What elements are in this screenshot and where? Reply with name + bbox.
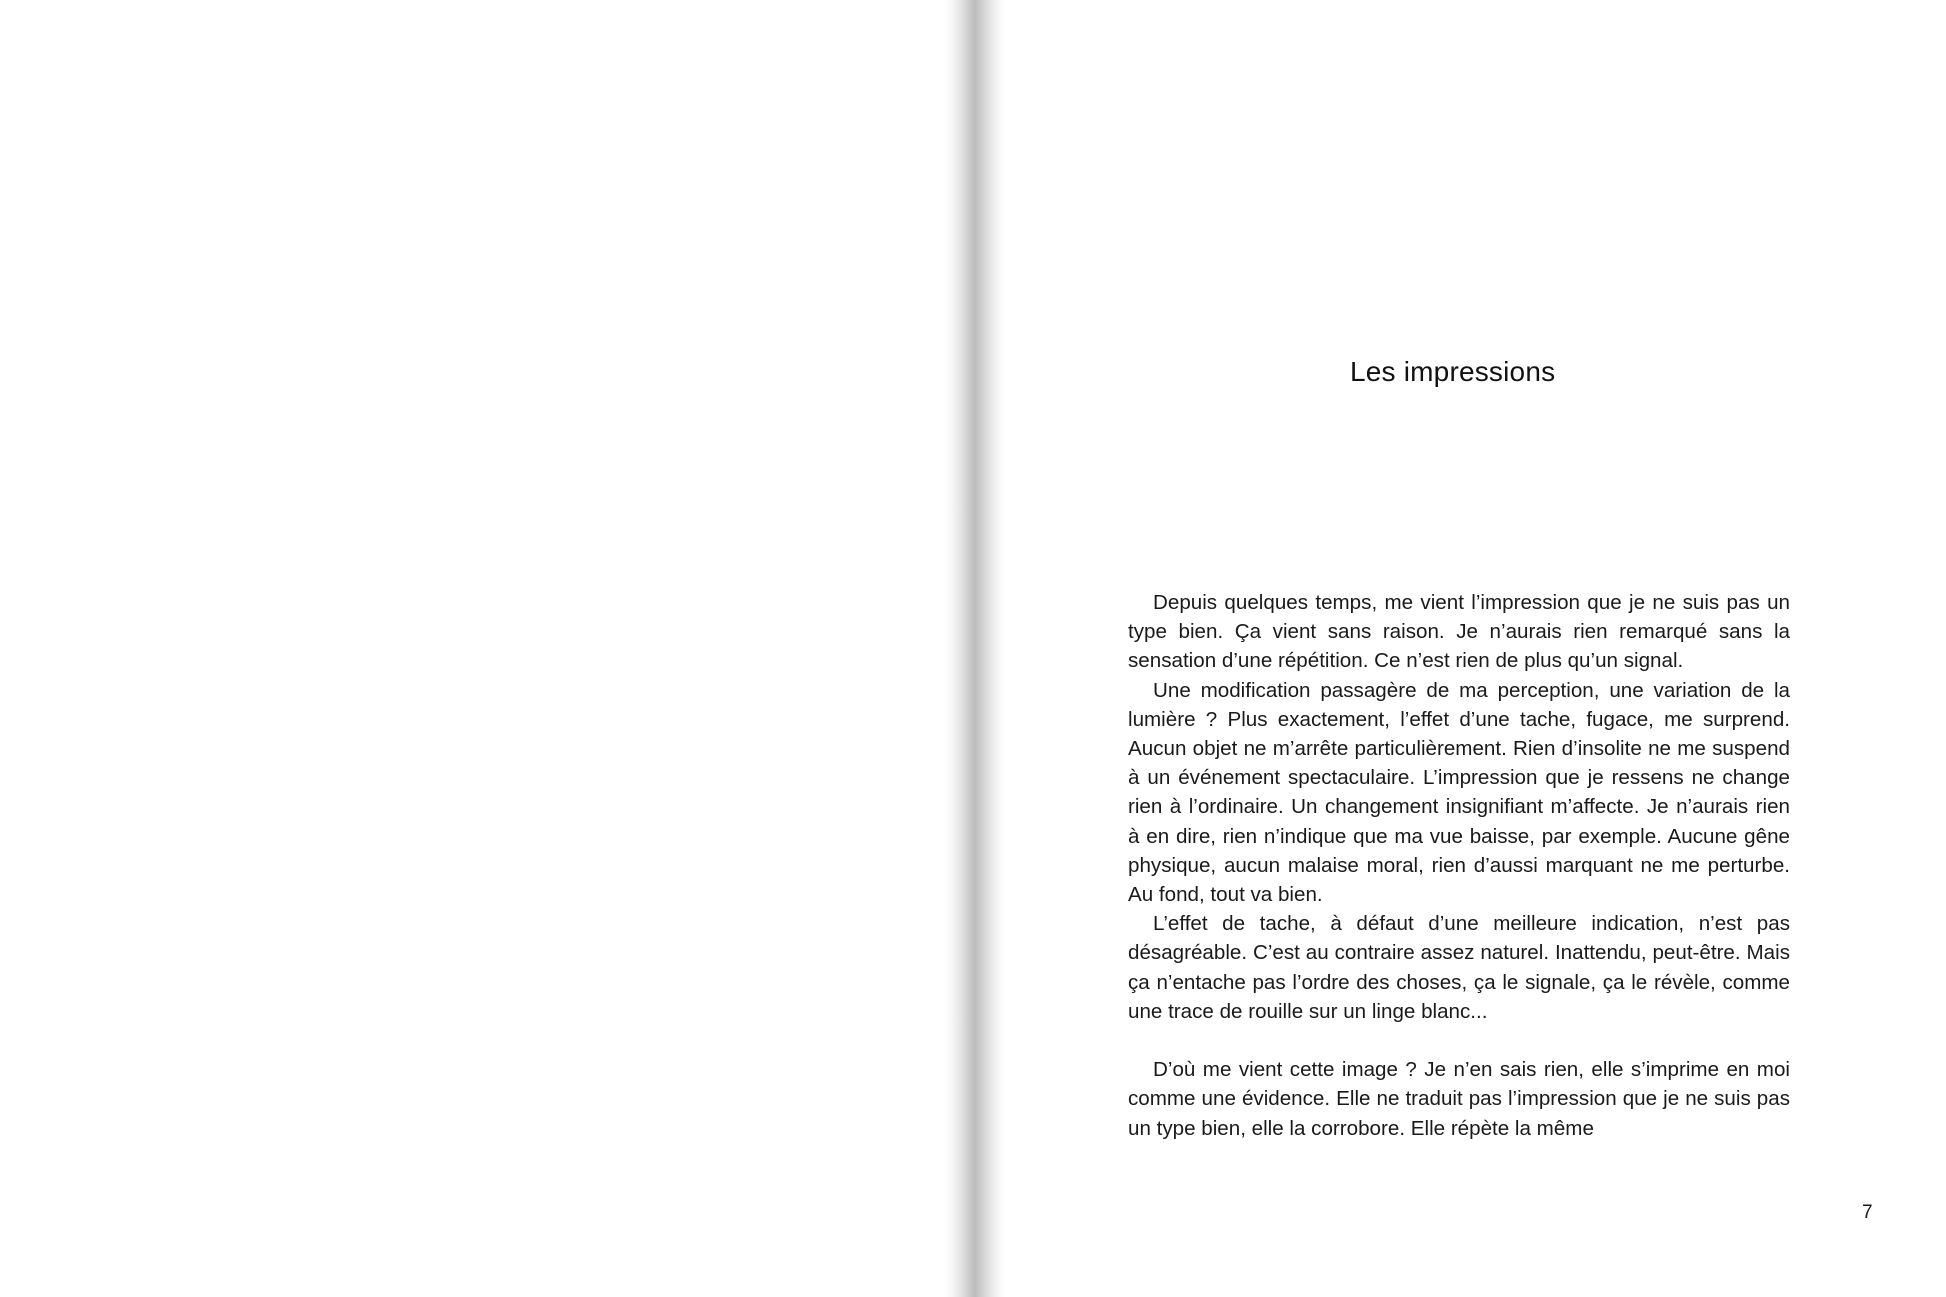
- paragraph: Depuis quelques temps, me vient l’impression que je ne suis pas un type bien. Ça vient sans raison. Je n’aurais rien remarqué sans la sensation d’une répétition. Ce n’est rien de plus qu’un signal.: [1128, 591, 1790, 673]
- paragraph: D’où me vient cette image ? Je n’en sais rien, elle s’imprime en moi comme une évidence. Elle ne traduit pas l’impression que je ne suis pas un type bien, elle la corrobore. Elle répète la même: [1128, 1058, 1790, 1140]
- paragraph: L’effet de tache, à défaut d’une meilleure indication, n’est pas désagréable. C’est au contraire assez naturel. Inattendu, peut-être. Mais ça n’entache pas l’ordre des choses, ça le signale, ça le révèle, comme une trace de rouille sur un linge blanc...: [1128, 912, 1790, 1023]
- body-text: [1128, 588, 1790, 1143]
- paragraph: Une modification passagère de ma perception, une variation de la lumière ? Plus exactement, l’effet d’une tache, fugace, me surprend. Aucun objet ne m’arrête particulièrement. Rien d’insolite ne me suspend à un événement spectaculaire. L’impression que je ressens ne change rien à l’ordinaire. Un changement insignifiant m’affecte. Je n’aurais rien à en dire, rien n’indique que ma vue baisse, par exemple. Aucune gêne physique, aucun malaise moral, rien d’aussi marquant ne me perturbe. Au fond, tout va bien.: [1128, 678, 1790, 907]
- page-number: 7: [1862, 1202, 1873, 1223]
- chapter-title: Les impressions: [1350, 356, 1556, 387]
- left-page-blank: [0, 0, 955, 1297]
- book-gutter-shadow: [945, 0, 1005, 1297]
